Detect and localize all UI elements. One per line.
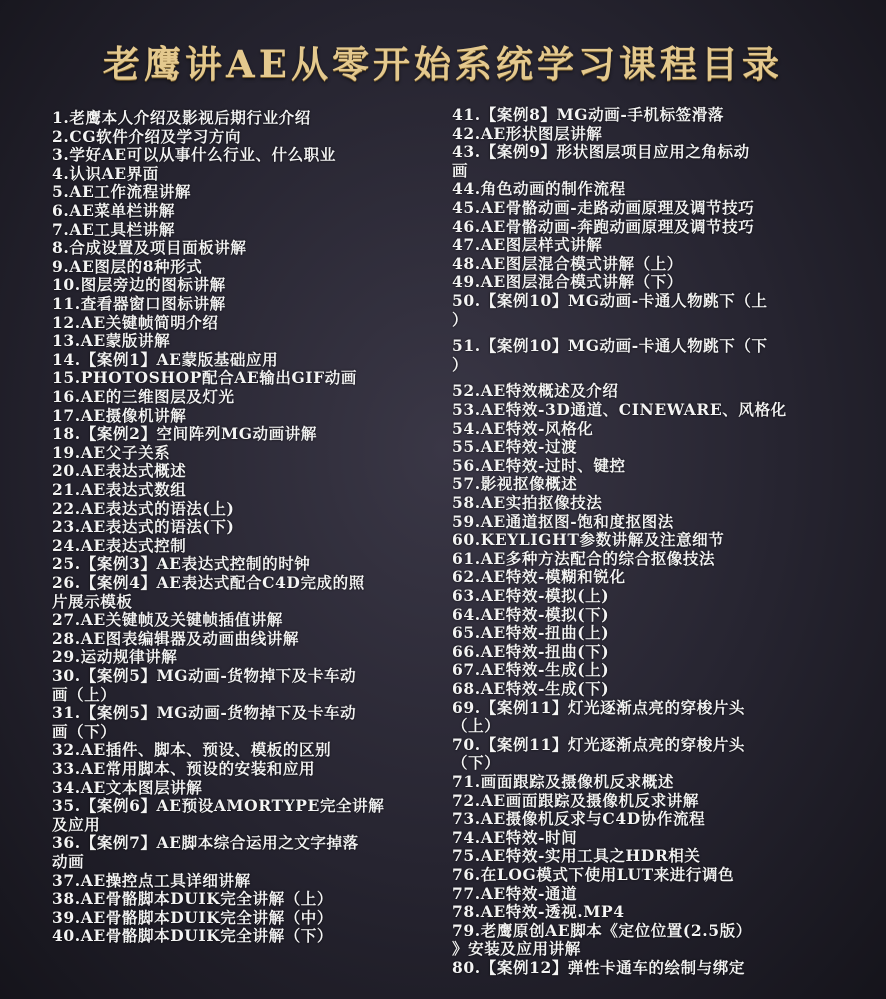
- course-line: 41.【案例8】MG动画-手机标签滑落: [452, 105, 724, 124]
- course-line: 20.AE表达式概述: [52, 461, 187, 481]
- course-line: 67.AE特效-生成(上): [452, 660, 610, 680]
- course-line: 57.影视抠像概述: [452, 474, 578, 494]
- course-line: 画（上）: [52, 684, 117, 704]
- course-line: 39.AE骨骼脚本DUIK完全讲解（中）: [52, 907, 333, 927]
- course-line: 49.AE图层混合模式讲解（下）: [452, 272, 683, 292]
- course-line: 17.AE摄像机讲解: [52, 405, 187, 425]
- course-line: 5.AE工作流程讲解: [52, 182, 192, 202]
- course-line: 35.【案例6】AE预设AMORTYPE完全讲解: [52, 796, 385, 816]
- course-line: 7.AE工具栏讲解: [52, 219, 175, 239]
- course-line: 16.AE的三维图层及灯光: [52, 387, 235, 406]
- course-line: 73.AE摄像机反求与C4D协作流程: [452, 809, 706, 829]
- course-line: 23.AE表达式的语法(下): [52, 517, 235, 537]
- course-line: 10.图层旁边的图标讲解: [52, 275, 226, 295]
- course-line: 62.AE特效-模糊和锐化: [452, 567, 626, 587]
- course-line: 36.【案例7】AE脚本综合运用之文字掉落: [52, 833, 359, 853]
- course-line: 43.【案例9】形状图层项目应用之角标动: [452, 142, 750, 162]
- course-line: 4.认识AE界面: [52, 163, 159, 183]
- course-line: 15.PHOTOSHOP配合AE输出GIF动画: [52, 368, 357, 388]
- course-line: 24.AE表达式控制: [52, 535, 187, 555]
- course-line: 53.AE特效-3D通道、CINEWARE、风格化: [452, 400, 787, 419]
- course-line: 27.AE关键帧及关键帧插值讲解: [52, 610, 283, 630]
- course-line: （下）: [452, 753, 501, 773]
- course-line: 38.AE骨骼脚本DUIK完全讲解（上）: [52, 889, 333, 909]
- course-line: （上）: [452, 716, 501, 736]
- course-line: ）: [452, 354, 469, 374]
- course-line: 51.【案例10】MG动画-卡通人物跳下（下: [452, 336, 768, 356]
- course-line: 55.AE特效-过渡: [452, 437, 578, 457]
- course-line: 及应用: [52, 814, 101, 834]
- course-line: 45.AE骨骼动画-走路动画原理及调节技巧: [452, 198, 755, 217]
- course-line: 63.AE特效-模拟(上): [452, 586, 610, 605]
- course-line: 46.AE骨骼动画-奔跑动画原理及调节技巧: [452, 216, 755, 236]
- course-line: 44.角色动画的制作流程: [452, 179, 626, 199]
- course-line: 30.【案例5】MG动画-货物掉下及卡车动: [52, 666, 357, 685]
- course-line: 68.AE特效-生成(下): [452, 679, 610, 698]
- course-line: 74.AE特效-时间: [452, 827, 578, 847]
- course-line: 54.AE特效-风格化: [452, 418, 594, 438]
- course-line: 32.AE插件、脚本、预设、模板的区别: [52, 740, 332, 760]
- course-line: 61.AE多种方法配合的综合抠像技法: [452, 548, 716, 568]
- course-line: 1.老鹰本人介绍及影视后期行业介绍: [52, 108, 311, 127]
- course-line: 64.AE特效-模拟(下): [452, 604, 610, 624]
- course-line: 31.【案例5】MG动画-货物掉下及卡车动: [52, 703, 357, 723]
- course-line: 画（下）: [52, 721, 117, 741]
- course-line: 58.AE实拍抠像技法: [452, 493, 603, 512]
- course-line: 画: [452, 160, 469, 180]
- course-line: 28.AE图表编辑器及动画曲线讲解: [52, 628, 300, 648]
- course-line: 22.AE表达式的语法(上): [52, 498, 235, 518]
- course-line: 72.AE画面跟踪及摄像机反求讲解: [452, 790, 700, 810]
- course-line: 66.AE特效-扭曲(下): [452, 641, 610, 661]
- course-line: ）: [452, 309, 469, 329]
- course-line: 9.AE图层的8种形式: [52, 256, 203, 276]
- course-line: 11.查看器窗口图标讲解: [52, 294, 226, 313]
- course-line: 76.在LOG模式下使用LUT来进行调色: [452, 865, 735, 884]
- course-line: 42.AE形状图层讲解: [452, 123, 603, 143]
- course-line: 69.【案例11】灯光逐渐点亮的穿梭片头: [452, 697, 746, 717]
- course-line: 8.合成设置及项目面板讲解: [52, 238, 247, 258]
- course-line: 29.运动规律讲解: [52, 647, 178, 667]
- course-line: 12.AE关键帧简明介绍: [52, 312, 219, 332]
- course-line: 50.【案例10】MG动画-卡通人物跳下（上: [452, 291, 768, 310]
- course-line: 70.【案例11】灯光逐渐点亮的穿梭片头: [452, 734, 746, 754]
- course-line: 48.AE图层混合模式讲解（上）: [452, 253, 683, 273]
- course-line: 79.老鹰原创AE脚本《定位位置(2.5版）: [452, 920, 752, 940]
- page-title: 老鹰讲AE从零开始系统学习课程目录: [103, 42, 783, 86]
- course-line: 47.AE图层样式讲解: [452, 235, 603, 255]
- course-line: 25.【案例3】AE表达式控制的时钟: [52, 554, 311, 574]
- course-line: 13.AE蒙版讲解: [52, 331, 171, 351]
- course-line: 26.【案例4】AE表达式配合C4D完成的照: [52, 573, 365, 592]
- course-line: 》安装及应用讲解: [452, 939, 581, 959]
- course-line: 59.AE通道抠图-饱和度抠图法: [452, 511, 674, 531]
- course-line: 34.AE文本图层讲解: [52, 777, 203, 797]
- course-line: 60.KEYLIGHT参数讲解及注意细节: [452, 530, 725, 550]
- course-line: 14.【案例1】AE蒙版基础应用: [52, 349, 279, 369]
- course-line: 21.AE表达式数组: [52, 480, 187, 499]
- course-line: 33.AE常用脚本、预设的安装和应用: [52, 759, 316, 778]
- course-line: 19.AE父子关系: [52, 442, 171, 462]
- course-line: 动画: [52, 852, 85, 871]
- course-line: 75.AE特效-实用工具之HDR相关: [452, 846, 701, 866]
- course-line: 65.AE特效-扭曲(上): [452, 623, 610, 643]
- course-line: 片展示模板: [52, 591, 133, 611]
- course-line: 6.AE菜单栏讲解: [52, 201, 175, 220]
- course-line: 71.画面跟踪及摄像机反求概述: [452, 772, 674, 791]
- course-line: 18.【案例2】空间阵列MG动画讲解: [52, 424, 317, 444]
- course-line: 78.AE特效-透视.MP4: [452, 902, 625, 922]
- course-line: 52.AE特效概述及介绍: [452, 381, 619, 401]
- course-line: 3.学好AE可以从事什么行业、什么职业: [52, 145, 336, 165]
- course-line: 77.AE特效-通道: [452, 883, 578, 903]
- course-line: 2.CG软件介绍及学习方向: [52, 126, 242, 146]
- course-line: 80.【案例12】弹性卡通车的绘制与绑定: [452, 958, 746, 977]
- course-line: 40.AE骨骼脚本DUIK完全讲解（下）: [52, 926, 333, 946]
- course-line: 37.AE操控点工具详细讲解: [52, 870, 251, 890]
- course-line: 56.AE特效-过时、键控: [452, 455, 626, 475]
